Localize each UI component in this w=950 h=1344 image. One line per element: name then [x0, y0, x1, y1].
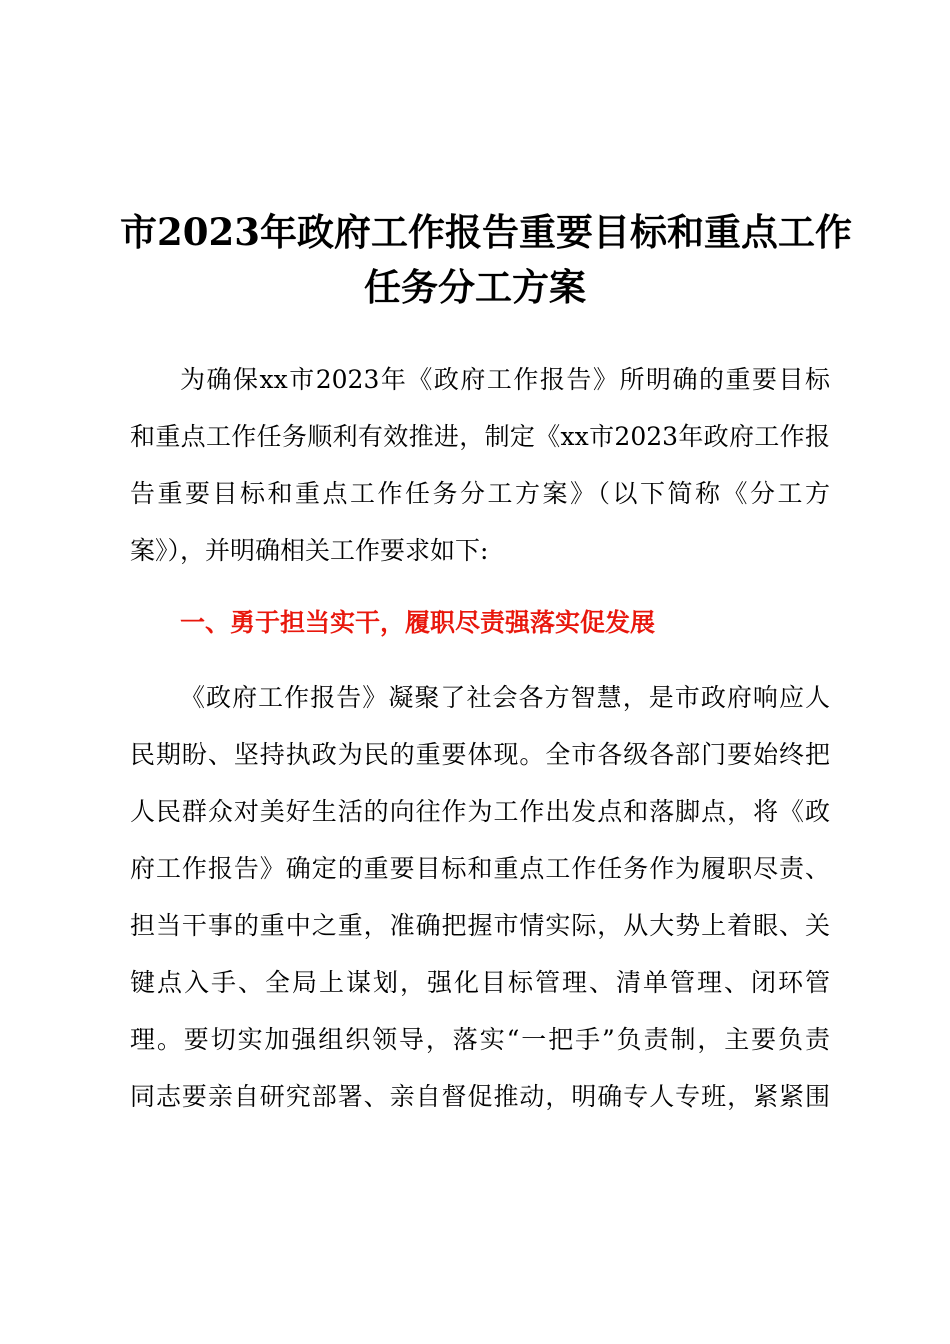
- section-1-line-5: 担当干事的重中之重，准确把握市情实际，从大势上着眼、关: [130, 911, 830, 940]
- intro-line-1: 为确保xx市2023年《政府工作报告》所明确的重要目标: [180, 365, 830, 394]
- section-1-line-1: 《政府工作报告》凝聚了社会各方智慧，是市政府响应人: [180, 683, 830, 712]
- section-1-line-8: 同志要亲自研究部署、亲自督促推动，明确专人专班，紧紧围: [130, 1082, 830, 1111]
- intro-line-4: 案》），并明确相关工作要求如下:: [130, 536, 489, 565]
- section-1-line-3: 人民群众对美好生活的向往作为工作出发点和落脚点，将《政: [130, 797, 830, 826]
- section-1-line-7: 理。要切实加强组织领导，落实“一把手”负责制，主要负责: [130, 1025, 830, 1054]
- intro-line-2: 和重点工作任务顺利有效推进，制定《xx市2023年政府工作报: [130, 422, 830, 451]
- section-1-line-6: 键点入手、全局上谋划，强化目标管理、清单管理、闭环管: [130, 968, 830, 997]
- intro-line-3: 告重要目标和重点工作任务分工方案》（以下简称《分工方: [130, 479, 830, 508]
- document-title-line-1: 市2023年政府工作报告重要目标和重点工作: [120, 210, 852, 254]
- section-1-line-4: 府工作报告》确定的重要目标和重点工作任务作为履职尽责、: [130, 854, 830, 883]
- section-1-line-2: 民期盼、坚持执政为民的重要体现。全市各级各部门要始终把: [130, 740, 830, 769]
- section-1-heading: 一、勇于担当实干，履职尽责强落实促发展: [180, 608, 656, 637]
- document-title-line-2: 任务分工方案: [364, 265, 586, 309]
